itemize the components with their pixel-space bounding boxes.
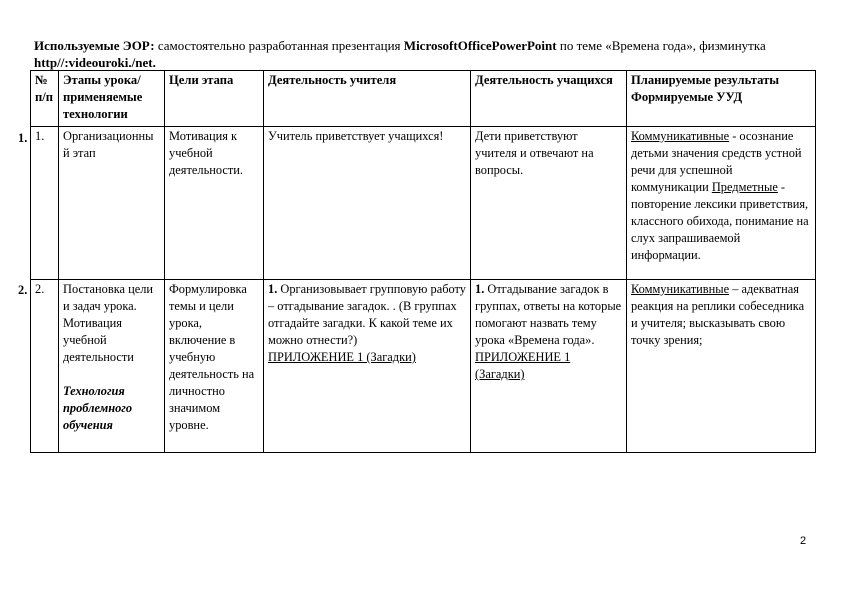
row1-num: 1. [31,127,59,280]
row2-results [627,280,816,453]
row1-goal: Мотивация к учебной деятельности. [165,127,264,280]
row2-teacher-num: 1. [268,282,278,296]
header-students: Деятельность учащихся [471,71,627,127]
header-teacher: Деятельность учителя [264,71,471,127]
row1-students: Дети приветствуют учителя и отвечают на вопросы. [471,127,627,280]
row2-stage-cell [59,280,165,453]
intro-text-1: самостоятельно разработанная презентация [154,38,404,53]
row2-students-num: 1. [475,282,485,296]
header-num: № п/п [31,71,59,127]
header-goals: Цели этапа [165,71,264,127]
intro-label: Используемые ЭОР: [34,38,155,53]
row2-result-text-1: – адекватная реакция на реплики собеседника и учителя; высказывать свою точку зрения; [631,282,805,347]
row1-stage: Организационный этап [59,127,165,280]
table-header-row [31,71,816,127]
row2-stage: Постановка цели и задач урока. Мотивация учебной деятельности [63,282,154,364]
row2-stage-technology: Технология проблемного обучения [63,384,133,432]
row2-students-text: Отгадывание загадок в группах, ответы на которые помогают назвать тему урока «Времена года». [475,282,622,347]
intro-link: http//:videouroki./net. [34,55,156,70]
row1-result-text-1: - осознание детьми значения средств устной речи для успешной коммуникации [631,129,802,194]
row1-teacher: Учитель приветствует учащихся! [264,127,471,280]
lesson-plan-table [30,70,816,453]
row2-students [471,280,627,453]
row2-result-label-1: Коммуникативные [631,282,730,296]
table-row [31,280,816,453]
intro-app-name: MicrosoftOfficePowerPoint [403,38,557,53]
intro-paragraph [34,37,814,71]
row2-teacher-text: Организовывает групповую работу – отгадывание загадок. . (В группах отгадайте загадки. К какой теме их можно отнести?) [268,282,466,347]
row2-teacher-appendix: ПРИЛОЖЕНИЕ 1 (Загадки) [268,350,416,364]
row1-result-label-1: Коммуникативные [631,129,730,143]
outer-row-number-2: 2. [18,283,28,297]
page-number: 2 [800,535,807,547]
row1-results [627,127,816,280]
outer-row-number-1: 1. [18,131,28,145]
row1-result-text-2: - повторение лексики приветствия, классного обихода, понимание на слух запрашиваемой информации. [631,180,809,262]
header-results: Планируемые результаты Формируемые УУД [627,71,816,127]
row2-num: 2. [31,280,59,453]
row2-goal: Формулировка темы и цели урока, включение в учебную деятельность на личностно значимом уровне. [165,280,264,453]
table-row [31,127,816,280]
row2-students-appendix: ПРИЛОЖЕНИЕ 1 (Загадки) [475,350,571,381]
row2-teacher [264,280,471,453]
header-stages: Этапы урока/ применяемые технологии [59,71,165,127]
row1-result-label-2: Предметные [711,180,778,194]
intro-text-2: по теме «Времена года», физминутка [556,38,766,53]
